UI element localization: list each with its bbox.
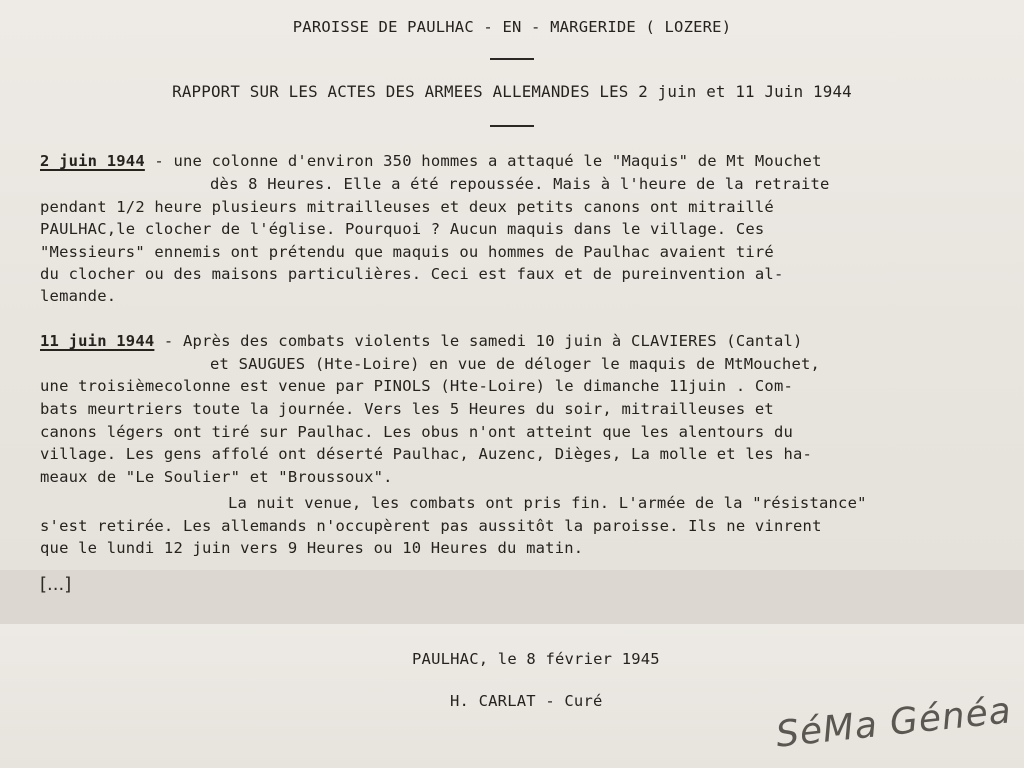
entry-june2-line: - une colonne d'environ 350 hommes a attaqué le "Maquis" de Mt Mouchet: [144, 152, 822, 170]
title-rule-1: [0, 46, 1024, 64]
entry-june2-line: pendant 1/2 heure plusieurs mitrailleuses et deux petits canons ont mitraillé: [40, 198, 774, 216]
entry-june2-line: du clocher ou des maisons particulières. Ceci est faux et de pureinvention al-: [40, 265, 784, 283]
entry-june11-line: - Après des combats violents le samedi 10 juin à CLAVIERES (Cantal): [154, 332, 803, 350]
page-fold-shadow: [0, 570, 1024, 624]
entry-june11-line: village. Les gens affolé ont déserté Paulhac, Auzenc, Dièges, La molle et les ha-: [40, 445, 813, 463]
entry-june11-date: 11 juin 1944: [40, 332, 155, 350]
entry-june2-line: lemande.: [40, 287, 117, 305]
entry-june11-line: et SAUGUES (Hte-Loire) en vue de déloger le maquis de MtMouchet,: [210, 355, 821, 373]
place-date: PAULHAC, le 8 février 1945: [412, 650, 660, 668]
entry-june11-line: meaux de "Le Soulier" et "Broussoux".: [40, 468, 393, 486]
entry-june2-line: dès 8 Heures. Elle a été repoussée. Mais à l'heure de la retraite: [210, 175, 830, 193]
watermark-logo: SéMa Généa: [774, 690, 1014, 756]
entry-june11-line: canons légers ont tiré sur Paulhac. Les obus n'ont atteint que les alentours du: [40, 423, 794, 441]
entry-june11-line: La nuit venue, les combats ont pris fin. L'armée de la "résistance": [228, 494, 867, 512]
entry-june11-line: une troisièmecolonne est venue par PINOLS (Hte-Loire) le dimanche 11juin . Com-: [40, 377, 794, 395]
entry-june11-line: que le lundi 12 juin vers 9 Heures ou 10 Heures du matin.: [40, 539, 584, 557]
entry-june11-first-line: [40, 332, 803, 350]
parish-title: PAROISSE DE PAULHAC - EN - MARGERIDE ( LOZERE): [292, 18, 732, 36]
omission-marker: [...]: [40, 574, 72, 595]
entry-june11-line: bats meurtriers toute la journée. Vers les 5 Heures du soir, mitrailleuses et: [40, 400, 774, 418]
entry-june2-first-line: [40, 152, 822, 170]
entry-june2-line: "Messieurs" ennemis ont prétendu que maquis ou hommes de Paulhac avaient tiré: [40, 243, 774, 261]
signature: H. CARLAT - Curé: [450, 692, 603, 710]
entry-june2-line: PAULHAC,le clocher de l'église. Pourquoi ? Aucun maquis dans le village. Ces: [40, 220, 765, 238]
report-title: RAPPORT SUR LES ACTES DES ARMEES ALLEMANDES LES 2 juin et 11 Juin 1944: [172, 82, 852, 101]
title-rule-2: [0, 113, 1024, 131]
entry-june11-line: s'est retirée. Les allemands n'occupèrent pas aussitôt la paroisse. Ils ne vinrent: [40, 517, 822, 535]
entry-june2-date: 2 juin 1944: [40, 152, 145, 170]
